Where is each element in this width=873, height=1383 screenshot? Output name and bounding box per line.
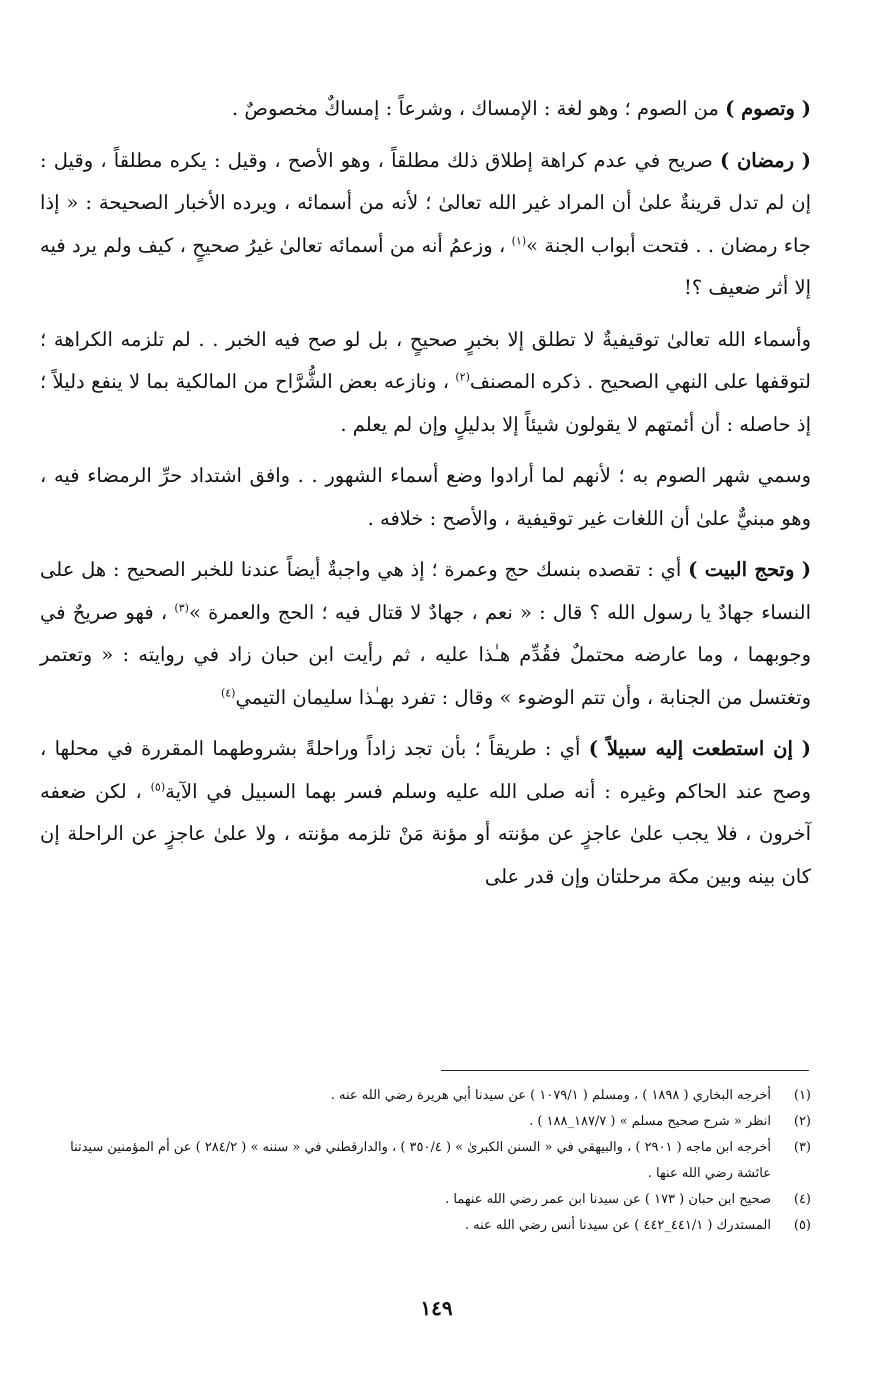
paragraph-text: صريح في عدم كراهة إطلاق ذلك مطلقاً ، وهو الأصح ، وقيل : يكره مطلقاً ، وقيل : إن لم تدل قرينةٌ علىٰ أن المراد غير الله تعالىٰ ؛ لأنه من أسمائه ، ويرده الأخبار الصحيحة : « إذا جاء رمضان . . فتحت أبواب الجنة » (40, 148, 811, 257)
footnote-number: (٢) (793, 1114, 811, 1129)
footnote-item (40, 1213, 811, 1239)
paragraph-text: ، فهو صريحٌ في وجوبهما ، وما عارضه محتملٌ فقُدِّم هـٰذا عليه ، ثم رأيت ابن حبان زاد في روايته : « وتعتمر وتغتسل من الجنابة ، وأن تتم الوضوء » وقال : تفرد بهـٰذا سليمان التيمي (40, 600, 811, 709)
paragraph-3 (40, 319, 811, 447)
footnote-ref[interactable]: (٤) (220, 686, 236, 699)
footnote-text: صحيح ابن حبان ( ١٧٣ ) عن سيدنا ابن عمر رضي الله عنهما . (445, 1192, 771, 1207)
matn-phrase: ( وتحج البيت ) (688, 558, 811, 581)
footnote-text: أخرجه ابن ماجه ( ٢٩٠١ ) ، والبيهقي في « السنن الكبرىٰ » ( ٣٥٠/٤ ) ، والدارقطني في « سننه » ( ٢٨٤/٢ ) عن أم المؤمنين سيدتنا عائشة رضي الله عنها . (70, 1140, 771, 1181)
matn-phrase: ( رمضان ) (719, 148, 811, 172)
paragraph-text: وسمي شهر الصوم به ؛ لأنهم لما أرادوا وضع أسماء الشهور . . وافق اشتداد حرِّ الرمضاء فيه ، وهو مبنيٌّ علىٰ أن اللغات غير توقيفية ، والأصح : خلافه . (40, 464, 811, 530)
paragraph-4 (40, 455, 811, 540)
footnote-number: (١) (793, 1088, 811, 1103)
footnote-number: (٥) (793, 1218, 811, 1233)
paragraph-text: أي : تقصده بنسك حج وعمرة ؛ إذ هي واجبةٌ أيضاً عندنا للخبر الصحيح : هل على النساء جهادٌ يا رسول الله ؟ قال : « نعم ، جهادٌ لا قتال فيه ؛ الحج والعمرة » (40, 558, 811, 624)
paragraph-5 (40, 549, 811, 719)
paragraph-text: ، لكن ضعفه آخرون ، فلا يجب علىٰ عاجزٍ عن مؤنته أو مؤنة مَنْ تلزمه مؤنته ، ولا علىٰ عاجزٍ عن الراحلة إن كان بينه وبين مكة مرحلتان وإن قدر على (40, 779, 811, 888)
footnote-text: أخرجه البخاري ( ١٨٩٨ ) ، ومسلم ( ١٠٧٩/١ ) عن سيدنا أبي هريرة رضي الله عنه . (330, 1088, 771, 1103)
matn-phrase: ( إن استطعت إليه سبيلاً ) (588, 737, 811, 760)
paragraph-6 (40, 728, 811, 898)
footnote-number: (٣) (793, 1140, 811, 1155)
footnote-item (40, 1083, 811, 1109)
paragraph-text: وأسماء الله تعالىٰ توقيفيةٌ لا تطلق إلا بخبرٍ صحيحٍ ، بل لو صح فيه الخبر . . لم تلزمه الكراهة ؛ لتوقفها على النهي الصحيح . ذكره المصنف (40, 327, 811, 393)
footnote-item (40, 1135, 811, 1187)
paragraph-text: ، ونازعه بعض الشُّرَّاح من المالكية بما لا ينفع دليلاً ؛ إذ حاصله : أن أئمتهم لا يقولون شيئاً إلا بدليلٍ وإن لم يعلم . (40, 370, 811, 436)
footnote-ref[interactable]: (٢) (455, 370, 470, 384)
page-number: ١٤٩ (420, 1296, 453, 1320)
footnote-divider (441, 1070, 809, 1071)
footnote-text: المستدرك ( ٤٤١/١_٤٤٢ ) عن سيدنا أنس رضي الله عنه . (464, 1218, 771, 1233)
paragraph-text: ، وزعمُ أنه من أسمائه تعالىٰ غيرُ صحيحٍ ، كيف ولم يرد فيه إلا أثر ضعيف ؟! (40, 233, 811, 299)
footnote-ref[interactable]: (٥) (150, 780, 166, 793)
paragraph-text: أي : طريقاً ؛ بأن تجد زاداً وراحلةً بشروطهما المقررة في محلها ، وصح عند الحاكم وغيره : أنه صلى الله عليه وسلم فسر بهما السبيل في الآية (40, 737, 811, 803)
footnote-ref[interactable]: (٣) (174, 601, 189, 614)
matn-phrase: ( وتصوم ) (725, 97, 811, 120)
paragraph-1 (40, 88, 811, 131)
footnote-item (40, 1109, 811, 1135)
footnote-number: (٤) (793, 1192, 811, 1207)
paragraph-text: من الصوم ؛ وهو لغة : الإمساك ، وشرعاً : إمساكٌ مخصوصٌ . (232, 97, 726, 120)
footnote-item (40, 1187, 811, 1213)
main-text (40, 88, 811, 898)
paragraph-2 (40, 140, 811, 310)
footnote-ref[interactable]: (١) (511, 234, 527, 247)
footnotes (40, 1083, 811, 1239)
footnote-text: انظر « شرح صحيح مسلم » ( ١٨٧/٧_١٨٨ ) . (529, 1114, 771, 1129)
